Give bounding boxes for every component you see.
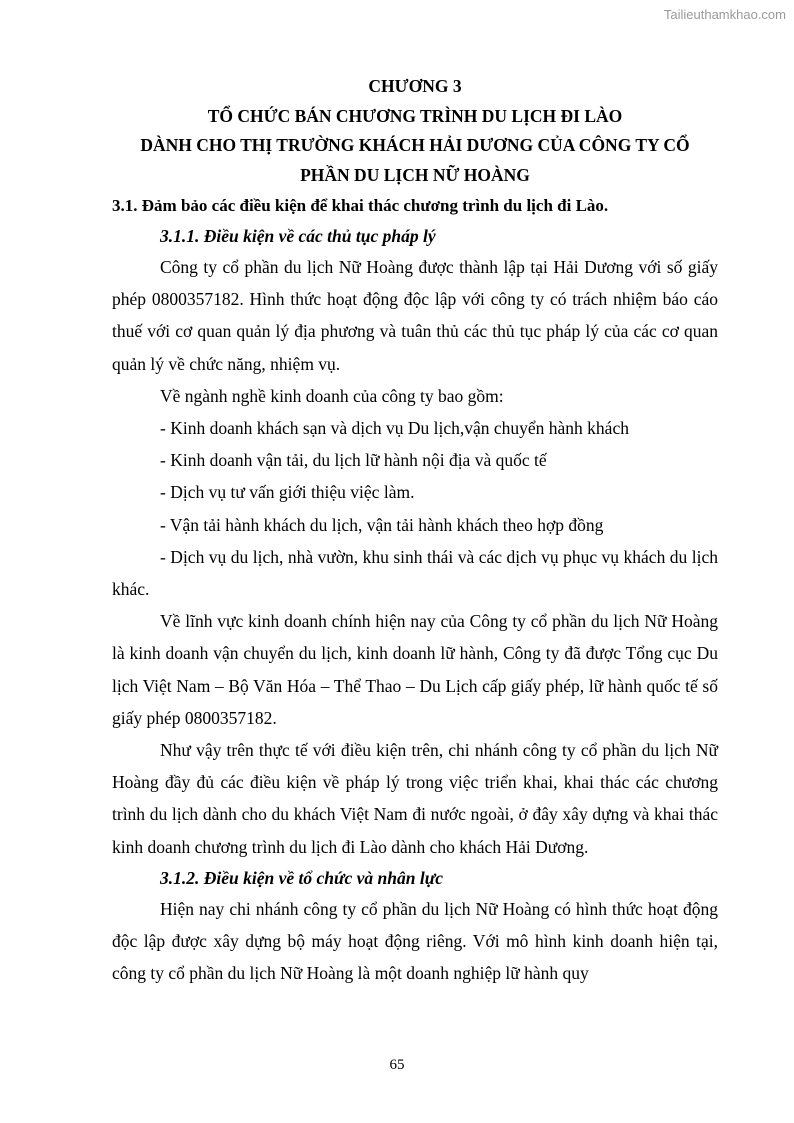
chapter-title-line: PHẦN DU LỊCH NỮ HOÀNG bbox=[300, 164, 530, 185]
paragraph: Công ty cổ phần du lịch Nữ Hoàng được thành lập tại Hải Dương với số giấy phép 0800357182. Hình thức hoạt động độc lập với công ty có trách nhiệm báo cáo thuế với cơ quan quản lý địa phương và tuân thủ các thủ tục pháp lý của các cơ quan quản lý về chức năng, nhiệm vụ. bbox=[112, 257, 718, 374]
chapter-title-line: DÀNH CHO THỊ TRƯỜNG KHÁCH HẢI DƯƠNG CỦA CÔNG TY CỔ bbox=[140, 135, 690, 155]
chapter-number: CHƯƠNG 3 bbox=[368, 76, 462, 96]
list-item: - Vận tải hành khách du lịch, vận tải hành khách theo hợp đồng bbox=[160, 514, 604, 535]
watermark: Tailieuthamkhao.com bbox=[663, 7, 786, 22]
paragraph: Như vậy trên thực tế với điều kiện trên, chi nhánh công ty cổ phần du lịch Nữ Hoàng đầy đủ các điều kiện về pháp lý trong việc triển khai, khai thác các chương trình du lịch dành cho du khách Việt Nam đi nước ngoài, ở đây xây dựng và khai thác kinh doanh chương trình du lịch đi Lào dành cho khách Hải Dương. bbox=[112, 740, 718, 857]
list-item: - Kinh doanh khách sạn và dịch vụ Du lịch,vận chuyển hành khách bbox=[160, 418, 629, 439]
paragraph: Về lĩnh vực kinh doanh chính hiện nay của Công ty cổ phần du lịch Nữ Hoàng là kinh doanh vận chuyển du lịch, kinh doanh lữ hành, Công ty đã được Tổng cục Du lịch Việt Nam – Bộ Văn Hóa – Thể Thao – Du Lịch cấp giấy phép, lữ hành quốc tế số giấy phép 0800357182. bbox=[112, 611, 718, 728]
list-item: - Dịch vụ du lịch, nhà vườn, khu sinh thái và các dịch vụ phục vụ khách du lịch khác. bbox=[112, 546, 718, 600]
section-heading-3-1: 3.1. Đảm bảo các điều kiện để khai thác chương trình du lịch đi Lào. bbox=[112, 196, 609, 215]
chapter-title-line: TỔ CHỨC BÁN CHƯƠNG TRÌNH DU LỊCH ĐI LÀO bbox=[207, 105, 623, 126]
list-item: - Kinh doanh vận tải, du lịch lữ hành nội địa và quốc tế bbox=[160, 450, 547, 471]
list-item: - Dịch vụ tư vấn giới thiệu việc làm. bbox=[160, 482, 415, 503]
chapter-heading bbox=[112, 72, 718, 190]
page-number: 65 bbox=[389, 1057, 405, 1073]
document-page bbox=[112, 72, 718, 989]
subsection-heading-3-1-2: 3.1.2. Điều kiện về tổ chức và nhân lực bbox=[160, 867, 443, 888]
paragraph: Về ngành nghề kinh doanh của công ty bao gồm: bbox=[160, 385, 504, 406]
subsection-heading-3-1-1: 3.1.1. Điều kiện về các thủ tục pháp lý bbox=[160, 226, 436, 246]
paragraph: Hiện nay chi nhánh công ty cổ phần du lịch Nữ Hoàng có hình thức hoạt động độc lập được xây dựng bộ máy hoạt động riêng. Với mô hình kinh doanh hiện tại, công ty cổ phần du lịch Nữ Hoàng là một doanh nghiệp lữ hành quy bbox=[112, 898, 718, 984]
